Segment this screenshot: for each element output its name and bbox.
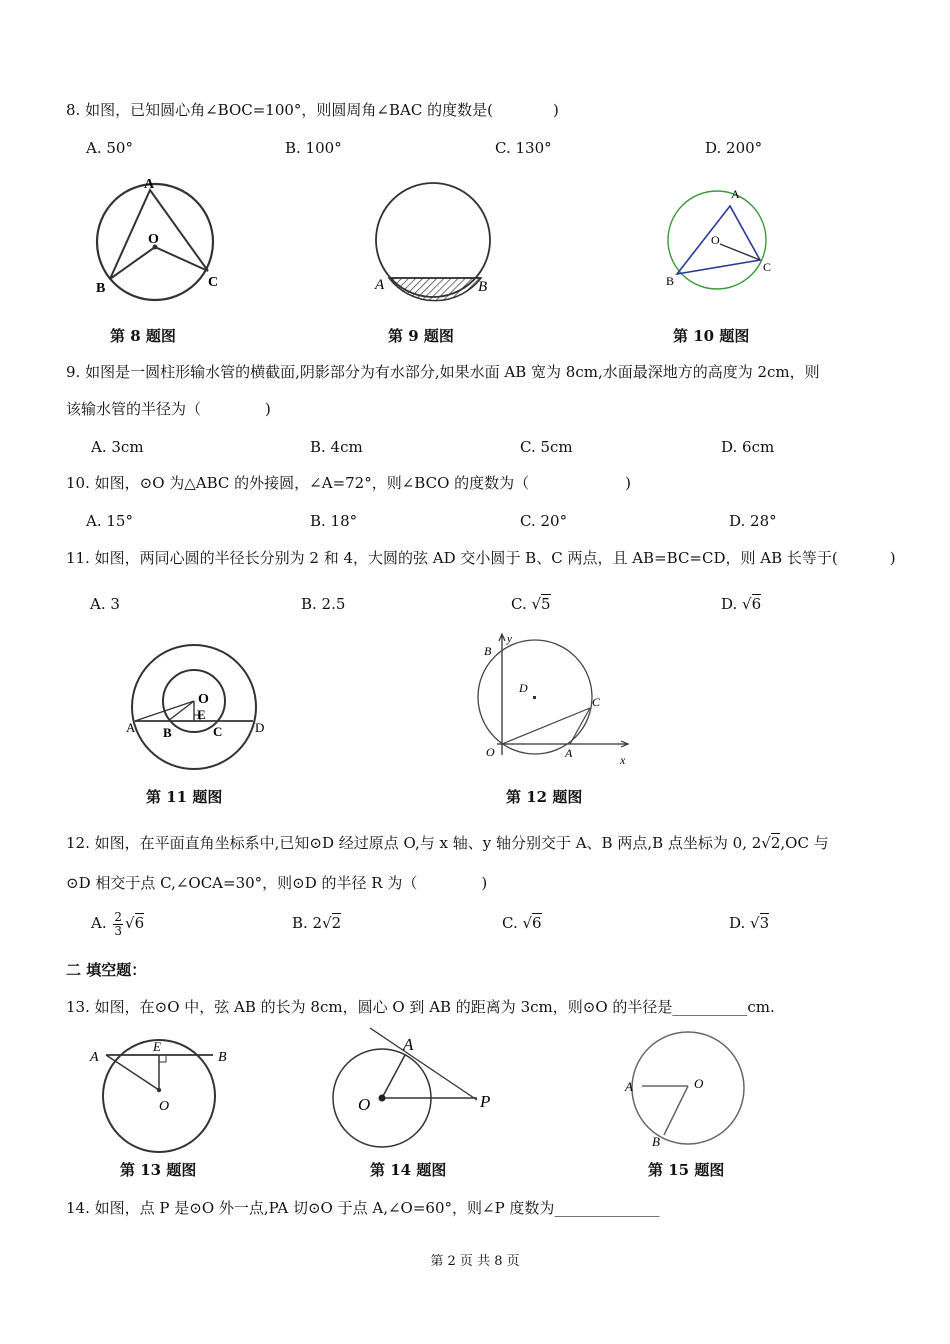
q12-option-c-radicand: 6 [532,914,542,932]
q9-option-c: C. 5cm [520,438,573,456]
sqrt-symbol: √ [742,595,752,613]
fraction-numerator: 2 [114,909,123,924]
fig10-label-b: B [666,274,675,288]
fig13-label-e: E [153,1039,161,1054]
q12-stem-line2 [66,873,487,893]
q10-option-a: A. 15° [86,512,133,530]
q10-option-c: C. 20° [520,512,568,530]
q9-option-a: A. 3cm [91,438,144,456]
sqrt-symbol: √ [522,914,533,932]
q10-end: ) [625,474,632,492]
q11-option-c-prefix: C. [511,595,532,613]
q12-option-b-prefix: B. 2 [292,914,323,932]
q9-end: ) [265,400,271,418]
q11-option-b: B. 2.5 [301,595,346,613]
q12-option-b [292,913,341,933]
sqrt-symbol: √ [761,834,771,852]
figure-11 [120,635,270,785]
fig14-label-o: O [358,1095,371,1114]
q12-option-a [91,908,144,938]
q12-option-d [729,913,769,933]
fig11-segment-ob [168,701,194,721]
fig15-label-b: B [652,1134,660,1149]
fraction-denominator: 3 [114,923,123,938]
fig11-label-d: D [255,720,265,735]
q11-option-d-radicand: 6 [751,595,762,613]
q12-end: ) [481,874,488,892]
fig8-label-a: A [144,177,155,192]
fig9-label-b: B [478,279,488,295]
fig12-segment-ac [570,708,590,744]
q11-option-c-radicand: 5 [541,595,551,613]
fig12-label-d: D [519,681,528,695]
figure-14 [325,1020,505,1155]
q10-option-b: B. 18° [310,512,358,530]
q9-option-d: D. 6cm [721,438,775,456]
fig15-label-o: O [694,1076,704,1091]
fig12-label-x: x [620,753,626,767]
figure-9 [370,175,500,305]
q8-stem [66,100,559,120]
q12-option-a-prefix: A. [91,914,112,932]
q11-option-d [721,594,761,614]
fig10-label-a: A [731,187,740,201]
fig11-segment-oa [135,701,194,721]
figure-8 [90,170,230,310]
q11-end: ) [889,549,896,567]
fig11-caption: 第 11 题图 [146,788,223,806]
page-footer: 第 2 页 共 8 页 [430,1254,520,1269]
fig13-label-b: B [218,1050,227,1065]
q12-option-d-radicand: 3 [759,914,770,932]
q11-option-c [511,594,551,614]
q8-option-c: C. 130° [495,139,552,157]
q12-option-a-radicand: 6 [134,914,145,932]
q12-stem-suffix: ,OC 与 [780,834,829,852]
fig9-caption: 第 9 题图 [388,327,454,345]
q10-option-d: D. 28° [729,512,777,530]
q9-stem-line2-text: 该输水管的半径为（ [66,400,202,418]
fig10-label-o: O [711,233,720,247]
figure-10 [660,180,780,300]
q11-stem [66,548,896,568]
fig10-label-c: C [763,260,772,274]
fig15-label-a: A [625,1079,633,1094]
fig11-label-e: E [197,707,206,722]
fig12-label-y: y [507,633,512,645]
q8-stem-text: 8. 如图，已知圆心角∠BOC=100°，则圆周角∠BAC 的度数是( [66,101,493,119]
fig14-caption: 第 14 题图 [370,1161,447,1179]
fig11-label-a: A [126,720,136,735]
fig15-segment-ob [664,1086,688,1135]
q12-stem-line1 [66,833,829,853]
fig11-label-b: B [163,725,172,740]
q12-stem-text: 12. 如图，在平面直角坐标系中,已知⊙D 经过原点 O,与 x 轴、y 轴分别交于 A、B 两点,B 点坐标为 0, 2 [66,834,762,852]
fig15-circle [632,1032,744,1144]
fig12-label-a: A [565,746,573,760]
q8-option-d: D. 200° [705,139,763,157]
q10-stem-text: 10. 如图，⊙O 为△ABC 的外接圆，∠A=72°，则∠BCO 的度数为（ [66,474,530,492]
fig8-triangle [110,190,208,279]
q11-option-a: A. 3 [90,595,120,613]
q12-option-c-prefix: C. [502,914,523,932]
fig15-caption: 第 15 题图 [648,1161,725,1179]
q13-stem-text: 13. 如图，在⊙O 中，弦 AB 的长为 8cm，圆心 O 到 AB 的距离为 3cm，则⊙O 的半径是 [66,998,673,1016]
fig11-label-c: C [213,724,223,739]
fig14-segment-oa [382,1055,405,1098]
fig13-caption: 第 13 题图 [120,1161,197,1179]
sqrt-symbol: √ [750,914,760,932]
fig13-center-dot [157,1088,161,1092]
q14-stem [66,1198,659,1218]
fig14-label-a: A [403,1035,414,1054]
q11-stem-text: 11. 如图，两同心圆的半径长分别为 2 和 4，大圆的弦 AD 交小圆于 B、C 两点，且 AB=BC=CD，则 AB 长等于( [66,549,838,567]
q8-option-a: A. 50° [86,139,133,157]
q12-stem-radicand: 2 [770,834,781,852]
fig14-label-p: P [480,1092,491,1111]
q9-option-b: B. 4cm [310,438,363,456]
fig12-label-c: C [592,695,601,709]
q13-answer-blank: __________ [672,998,748,1016]
q13-stem [66,997,775,1017]
fig12-segment-oc [502,708,590,744]
figure-13 [88,1030,238,1155]
fig10-segment-oc [720,244,760,260]
fig8-label-c: C [208,275,219,290]
fig10-caption: 第 10 题图 [673,327,750,345]
fig8-label-o: O [148,232,159,247]
q8-option-b: B. 100° [285,139,342,157]
q14-stem-text: 14. 如图，点 P 是⊙O 外一点,PA 切⊙O 于点 A,∠O=60°，则∠P 度数为 [66,1199,555,1217]
sqrt-symbol: √ [322,914,332,932]
sqrt-symbol: √ [531,595,542,613]
q12-stem-line2-text: ⊙D 相交于点 C,∠OCA=30°，则⊙D 的半径 R 为（ [66,874,418,892]
q12-option-b-radicand: 2 [331,914,342,932]
fig12-label-b: B [484,644,492,658]
q9-stem-line2 [66,399,271,419]
fig9-label-a: A [375,277,385,293]
fig13-label-a: A [90,1050,99,1065]
section-title: 二 填空题： [66,961,147,979]
q11-option-d-prefix: D. [721,595,743,613]
sqrt-symbol: √ [125,914,135,932]
figure-12 [475,630,640,770]
fig13-label-o: O [159,1099,170,1114]
fig11-label-o: O [198,692,209,707]
fig12-caption: 第 12 题图 [506,788,583,806]
fig13-right-angle [159,1055,166,1062]
fig12-label-o: O [486,745,495,759]
fig8-label-b: B [96,281,106,296]
q12-option-d-prefix: D. [729,914,751,932]
q12-option-c [502,913,542,933]
q13-unit: cm. [747,998,775,1016]
figure-15 [620,1028,750,1153]
q12-option-a-fraction [113,911,123,938]
q10-stem [66,473,631,493]
fig8-caption: 第 8 题图 [110,327,176,345]
q8-end: ) [552,101,559,119]
fig14-center-dot [379,1095,386,1102]
fig13-segment-oa [106,1055,159,1090]
q14-answer-blank: ______________ [554,1199,660,1217]
fig12-center-dot [533,696,536,699]
q9-stem-line1: 9. 如图是一圆柱形输水管的横截面,阴影部分为有水部分,如果水面 AB 宽为 8cm,水面最深地方的高度为 2cm，则 [66,363,820,381]
